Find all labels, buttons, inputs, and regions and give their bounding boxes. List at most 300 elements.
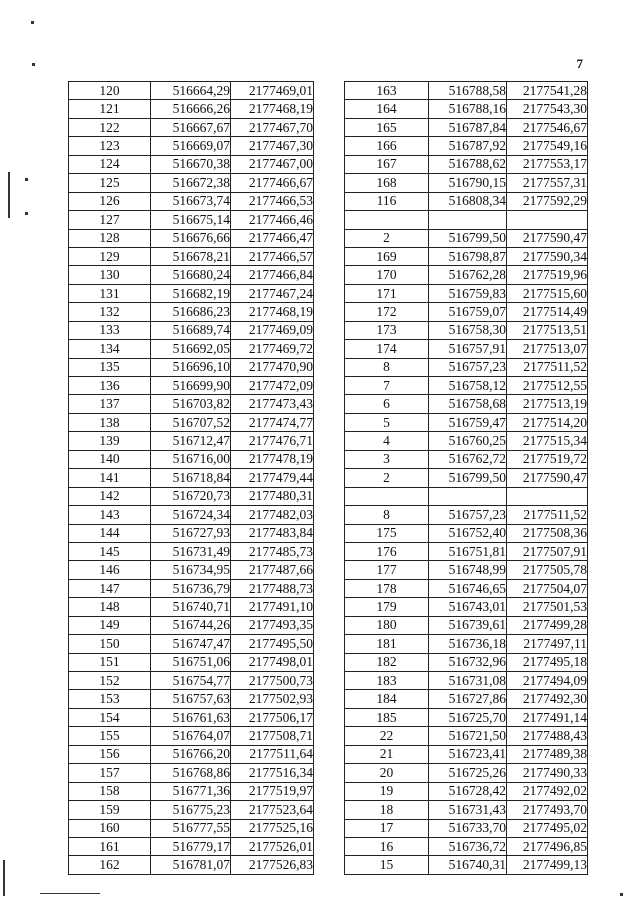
- coord-x: 516799,50: [429, 469, 507, 487]
- table-row: [69, 635, 314, 653]
- point-number: 154: [69, 708, 151, 726]
- table-row: [69, 579, 314, 597]
- coord-y: 2177592,29: [507, 192, 588, 210]
- coord-x: 516760,25: [429, 432, 507, 450]
- point-number: 165: [345, 118, 429, 136]
- coord-y: 2177498,01: [231, 653, 314, 671]
- point-number: 156: [69, 745, 151, 763]
- coord-x: 516736,79: [151, 579, 231, 597]
- point-number: 146: [69, 561, 151, 579]
- table-row: [345, 450, 588, 468]
- table-row: [345, 524, 588, 542]
- coord-y: 2177546,67: [507, 118, 588, 136]
- coord-x: 516790,15: [429, 174, 507, 192]
- point-number: 140: [69, 450, 151, 468]
- coord-x: 516678,21: [151, 247, 231, 265]
- point-number: [345, 487, 429, 505]
- table-row: [69, 506, 314, 524]
- coord-y: 2177494,09: [507, 672, 588, 690]
- point-number: 20: [345, 764, 429, 782]
- coord-y: 2177492,30: [507, 690, 588, 708]
- coord-x: 516670,38: [151, 155, 231, 173]
- point-number: 21: [345, 745, 429, 763]
- point-number: 150: [69, 635, 151, 653]
- table-row: [345, 100, 588, 118]
- coord-x: [429, 487, 507, 505]
- coord-x: 516727,93: [151, 524, 231, 542]
- table-row: [69, 395, 314, 413]
- coord-y: 2177513,07: [507, 340, 588, 358]
- table-row: [345, 727, 588, 745]
- point-number: 133: [69, 321, 151, 339]
- table-row: [69, 653, 314, 671]
- coord-y: 2177466,67: [231, 174, 314, 192]
- table-row: [345, 192, 588, 210]
- point-number: 127: [69, 211, 151, 229]
- coord-x: 516740,71: [151, 598, 231, 616]
- point-number: 19: [345, 782, 429, 800]
- point-number: 181: [345, 635, 429, 653]
- coord-y: 2177466,47: [231, 229, 314, 247]
- coord-x: 516736,18: [429, 635, 507, 653]
- table-row: [345, 469, 588, 487]
- table-row: [345, 579, 588, 597]
- point-number: 5: [345, 413, 429, 431]
- table-row: [345, 377, 588, 395]
- coord-x: 516716,00: [151, 450, 231, 468]
- scan-mark: [31, 21, 34, 24]
- coord-y: 2177478,19: [231, 450, 314, 468]
- table-row: [345, 837, 588, 855]
- coord-y: 2177482,03: [231, 506, 314, 524]
- table-row: [69, 192, 314, 210]
- coord-x: 516689,74: [151, 321, 231, 339]
- table-row: [345, 155, 588, 173]
- coord-x: 516664,29: [151, 82, 231, 100]
- coord-x: 516758,68: [429, 395, 507, 413]
- table-row: [69, 801, 314, 819]
- table-row: [69, 469, 314, 487]
- coord-x: 516703,82: [151, 395, 231, 413]
- table-row: [345, 303, 588, 321]
- table-row: [345, 247, 588, 265]
- point-number: 124: [69, 155, 151, 173]
- table-row: [345, 395, 588, 413]
- point-number: 159: [69, 801, 151, 819]
- coord-x: 516734,95: [151, 561, 231, 579]
- table-row: [69, 321, 314, 339]
- point-number: 8: [345, 506, 429, 524]
- point-number: [345, 211, 429, 229]
- coord-y: 2177474,77: [231, 413, 314, 431]
- coord-x: 516747,47: [151, 635, 231, 653]
- table-row: [345, 137, 588, 155]
- coord-y: 2177541,28: [507, 82, 588, 100]
- coord-y: 2177519,96: [507, 266, 588, 284]
- point-number: 8: [345, 358, 429, 376]
- coord-x: 516757,63: [151, 690, 231, 708]
- point-number: 182: [345, 653, 429, 671]
- point-number: 120: [69, 82, 151, 100]
- coord-x: 516758,12: [429, 377, 507, 395]
- coord-y: 2177466,84: [231, 266, 314, 284]
- table-row: [69, 247, 314, 265]
- coord-y: 2177502,93: [231, 690, 314, 708]
- point-number: 153: [69, 690, 151, 708]
- coord-x: 516759,07: [429, 303, 507, 321]
- table-row: [345, 266, 588, 284]
- table-row: [345, 635, 588, 653]
- coord-y: 2177466,53: [231, 192, 314, 210]
- point-number: 176: [345, 542, 429, 560]
- point-number: 147: [69, 579, 151, 597]
- page-number: 7: [576, 56, 583, 71]
- coord-y: 2177493,70: [507, 801, 588, 819]
- point-number: 137: [69, 395, 151, 413]
- table-row: [345, 413, 588, 431]
- coord-x: 516754,77: [151, 672, 231, 690]
- coord-y: 2177590,47: [507, 229, 588, 247]
- point-number: 180: [345, 616, 429, 634]
- coord-y: 2177490,33: [507, 764, 588, 782]
- coord-x: 516707,52: [151, 413, 231, 431]
- point-number: 155: [69, 727, 151, 745]
- point-number: 185: [345, 708, 429, 726]
- coord-y: 2177472,09: [231, 377, 314, 395]
- table-row: [69, 727, 314, 745]
- scan-mark: [32, 63, 35, 66]
- coord-y: 2177467,00: [231, 155, 314, 173]
- coord-x: 516712,47: [151, 432, 231, 450]
- coord-x: 516725,26: [429, 764, 507, 782]
- table-row: [345, 487, 588, 505]
- table-row: [69, 377, 314, 395]
- coord-y: 2177506,17: [231, 708, 314, 726]
- scan-mark: [40, 893, 100, 894]
- coord-x: 516672,38: [151, 174, 231, 192]
- coord-x: 516787,92: [429, 137, 507, 155]
- coord-x: 516675,14: [151, 211, 231, 229]
- coord-x: 516692,05: [151, 340, 231, 358]
- coord-y: 2177525,16: [231, 819, 314, 837]
- table-row: [69, 764, 314, 782]
- coord-y: 2177515,60: [507, 284, 588, 302]
- table-row: [345, 358, 588, 376]
- table-row: [69, 211, 314, 229]
- table-row: [69, 82, 314, 100]
- coord-y: 2177497,11: [507, 635, 588, 653]
- point-number: 161: [69, 837, 151, 855]
- coord-x: 516669,07: [151, 137, 231, 155]
- point-number: 160: [69, 819, 151, 837]
- table-row: [69, 672, 314, 690]
- table-row: [69, 229, 314, 247]
- table-row: [345, 229, 588, 247]
- scan-mark: [620, 893, 623, 896]
- point-number: 151: [69, 653, 151, 671]
- coord-y: 2177469,09: [231, 321, 314, 339]
- table-row: [69, 358, 314, 376]
- coord-x: 516739,61: [429, 616, 507, 634]
- table-row: [69, 561, 314, 579]
- coord-x: 516723,41: [429, 745, 507, 763]
- coord-y: 2177511,52: [507, 506, 588, 524]
- point-number: 143: [69, 506, 151, 524]
- coord-x: 516758,30: [429, 321, 507, 339]
- table-row: [345, 432, 588, 450]
- coord-y: 2177469,01: [231, 82, 314, 100]
- point-number: 4: [345, 432, 429, 450]
- coord-y: 2177483,84: [231, 524, 314, 542]
- coord-x: 516777,55: [151, 819, 231, 837]
- point-number: 174: [345, 340, 429, 358]
- point-number: 2: [345, 469, 429, 487]
- table-row: [345, 340, 588, 358]
- point-number: 141: [69, 469, 151, 487]
- coord-y: 2177480,31: [231, 487, 314, 505]
- coord-y: 2177467,70: [231, 118, 314, 136]
- point-number: 139: [69, 432, 151, 450]
- coord-x: 516788,16: [429, 100, 507, 118]
- table-row: [345, 211, 588, 229]
- table-row: [69, 155, 314, 173]
- coord-y: 2177508,71: [231, 727, 314, 745]
- coord-x: 516667,67: [151, 118, 231, 136]
- point-number: 164: [345, 100, 429, 118]
- table-row: [69, 616, 314, 634]
- scan-mark: [25, 212, 28, 215]
- point-number: 178: [345, 579, 429, 597]
- point-number: 162: [69, 856, 151, 874]
- coord-x: 516682,19: [151, 284, 231, 302]
- coord-y: 2177553,17: [507, 155, 588, 173]
- coord-x: 516736,72: [429, 837, 507, 855]
- coord-x: 516686,23: [151, 303, 231, 321]
- scan-mark: [25, 178, 28, 181]
- table-row: [69, 340, 314, 358]
- coord-y: 2177487,66: [231, 561, 314, 579]
- point-number: 167: [345, 155, 429, 173]
- coord-y: 2177505,78: [507, 561, 588, 579]
- table-row: [345, 561, 588, 579]
- coord-y: 2177513,19: [507, 395, 588, 413]
- table-row: [69, 856, 314, 874]
- table-row: [69, 819, 314, 837]
- coord-x: 516718,84: [151, 469, 231, 487]
- table-row: [69, 303, 314, 321]
- point-number: 130: [69, 266, 151, 284]
- table-row: [69, 837, 314, 855]
- coord-x: 516759,83: [429, 284, 507, 302]
- coord-y: 2177504,07: [507, 579, 588, 597]
- point-number: 144: [69, 524, 151, 542]
- coord-y: 2177515,34: [507, 432, 588, 450]
- point-number: 142: [69, 487, 151, 505]
- coord-x: 516676,66: [151, 229, 231, 247]
- coord-x: 516761,63: [151, 708, 231, 726]
- table-row: [69, 542, 314, 560]
- table-row: [69, 174, 314, 192]
- point-number: 128: [69, 229, 151, 247]
- coord-x: 516781,07: [151, 856, 231, 874]
- coord-x: 516666,26: [151, 100, 231, 118]
- coord-y: 2177499,13: [507, 856, 588, 874]
- table-row: [345, 856, 588, 874]
- coord-y: 2177507,91: [507, 542, 588, 560]
- scan-mark: [3, 860, 5, 896]
- point-number: 129: [69, 247, 151, 265]
- point-number: 152: [69, 672, 151, 690]
- table-row: [69, 524, 314, 542]
- coord-x: 516751,06: [151, 653, 231, 671]
- coord-y: 2177488,73: [231, 579, 314, 597]
- point-number: 175: [345, 524, 429, 542]
- coord-x: 516720,73: [151, 487, 231, 505]
- coord-x: 516724,34: [151, 506, 231, 524]
- coord-x: 516731,08: [429, 672, 507, 690]
- coord-x: 516757,91: [429, 340, 507, 358]
- point-number: 158: [69, 782, 151, 800]
- table-row: [69, 432, 314, 450]
- table-row: [345, 598, 588, 616]
- coord-x: 516775,23: [151, 801, 231, 819]
- coord-y: 2177466,57: [231, 247, 314, 265]
- table-row: [345, 690, 588, 708]
- point-number: 15: [345, 856, 429, 874]
- point-number: 17: [345, 819, 429, 837]
- point-number: 2: [345, 229, 429, 247]
- coord-y: 2177514,20: [507, 413, 588, 431]
- coord-x: 516721,50: [429, 727, 507, 745]
- point-number: 125: [69, 174, 151, 192]
- point-number: 157: [69, 764, 151, 782]
- coord-y: 2177496,85: [507, 837, 588, 855]
- point-number: 179: [345, 598, 429, 616]
- table-row: [69, 450, 314, 468]
- point-number: 131: [69, 284, 151, 302]
- coord-x: 516788,62: [429, 155, 507, 173]
- coord-y: 2177519,97: [231, 782, 314, 800]
- table-row: [345, 653, 588, 671]
- coord-y: 2177501,53: [507, 598, 588, 616]
- coord-y: 2177495,18: [507, 653, 588, 671]
- point-number: 136: [69, 377, 151, 395]
- coord-y: 2177514,49: [507, 303, 588, 321]
- point-number: 166: [345, 137, 429, 155]
- table-row: [69, 782, 314, 800]
- coord-y: 2177557,31: [507, 174, 588, 192]
- coord-y: 2177511,52: [507, 358, 588, 376]
- table-row: [345, 616, 588, 634]
- coord-y: 2177493,35: [231, 616, 314, 634]
- coord-x: 516766,20: [151, 745, 231, 763]
- point-number: 163: [345, 82, 429, 100]
- point-number: 171: [345, 284, 429, 302]
- coordinates-table-left: [68, 81, 314, 875]
- table-row: [345, 321, 588, 339]
- coord-y: 2177511,64: [231, 745, 314, 763]
- coord-x: 516759,47: [429, 413, 507, 431]
- coord-x: 516799,50: [429, 229, 507, 247]
- coord-y: 2177489,38: [507, 745, 588, 763]
- coord-x: 516771,36: [151, 782, 231, 800]
- table-row: [69, 100, 314, 118]
- coord-x: 516757,23: [429, 358, 507, 376]
- point-number: 145: [69, 542, 151, 560]
- point-number: 149: [69, 616, 151, 634]
- coordinates-table-right: [344, 81, 588, 875]
- coord-x: 516733,70: [429, 819, 507, 837]
- coord-y: 2177513,51: [507, 321, 588, 339]
- coord-y: 2177467,30: [231, 137, 314, 155]
- point-number: 148: [69, 598, 151, 616]
- table-row: [69, 708, 314, 726]
- point-number: 126: [69, 192, 151, 210]
- coord-x: 516699,90: [151, 377, 231, 395]
- coord-x: 516762,72: [429, 450, 507, 468]
- table-row: [345, 764, 588, 782]
- coord-x: 516798,87: [429, 247, 507, 265]
- coord-x: 516748,99: [429, 561, 507, 579]
- table-row: [345, 708, 588, 726]
- table-row: [69, 284, 314, 302]
- point-number: 16: [345, 837, 429, 855]
- point-number: 122: [69, 118, 151, 136]
- coord-x: 516746,65: [429, 579, 507, 597]
- coord-x: 516727,86: [429, 690, 507, 708]
- point-number: 173: [345, 321, 429, 339]
- coord-y: 2177519,72: [507, 450, 588, 468]
- table-row: [345, 118, 588, 136]
- point-number: 177: [345, 561, 429, 579]
- coord-y: 2177473,43: [231, 395, 314, 413]
- coord-y: 2177499,28: [507, 616, 588, 634]
- table-row: [345, 284, 588, 302]
- coord-x: 516673,74: [151, 192, 231, 210]
- coord-y: 2177508,36: [507, 524, 588, 542]
- coord-y: 2177516,34: [231, 764, 314, 782]
- table-row: [345, 745, 588, 763]
- table-row: [69, 745, 314, 763]
- table-row: [345, 782, 588, 800]
- point-number: 18: [345, 801, 429, 819]
- coord-y: 2177467,24: [231, 284, 314, 302]
- coord-x: 516751,81: [429, 542, 507, 560]
- coord-x: 516757,23: [429, 506, 507, 524]
- table-row: [345, 174, 588, 192]
- coord-y: 2177526,83: [231, 856, 314, 874]
- table-row: [345, 801, 588, 819]
- table-row: [69, 118, 314, 136]
- coord-x: 516787,84: [429, 118, 507, 136]
- coord-y: 2177468,19: [231, 100, 314, 118]
- coord-x: [429, 211, 507, 229]
- coord-y: 2177492,02: [507, 782, 588, 800]
- coord-y: 2177491,14: [507, 708, 588, 726]
- coord-y: [507, 487, 588, 505]
- point-number: 7: [345, 377, 429, 395]
- coord-x: 516696,10: [151, 358, 231, 376]
- point-number: 138: [69, 413, 151, 431]
- point-number: 132: [69, 303, 151, 321]
- coord-y: 2177543,30: [507, 100, 588, 118]
- coord-x: 516764,07: [151, 727, 231, 745]
- point-number: 183: [345, 672, 429, 690]
- point-number: 123: [69, 137, 151, 155]
- point-number: 22: [345, 727, 429, 745]
- coord-y: 2177590,47: [507, 469, 588, 487]
- point-number: 184: [345, 690, 429, 708]
